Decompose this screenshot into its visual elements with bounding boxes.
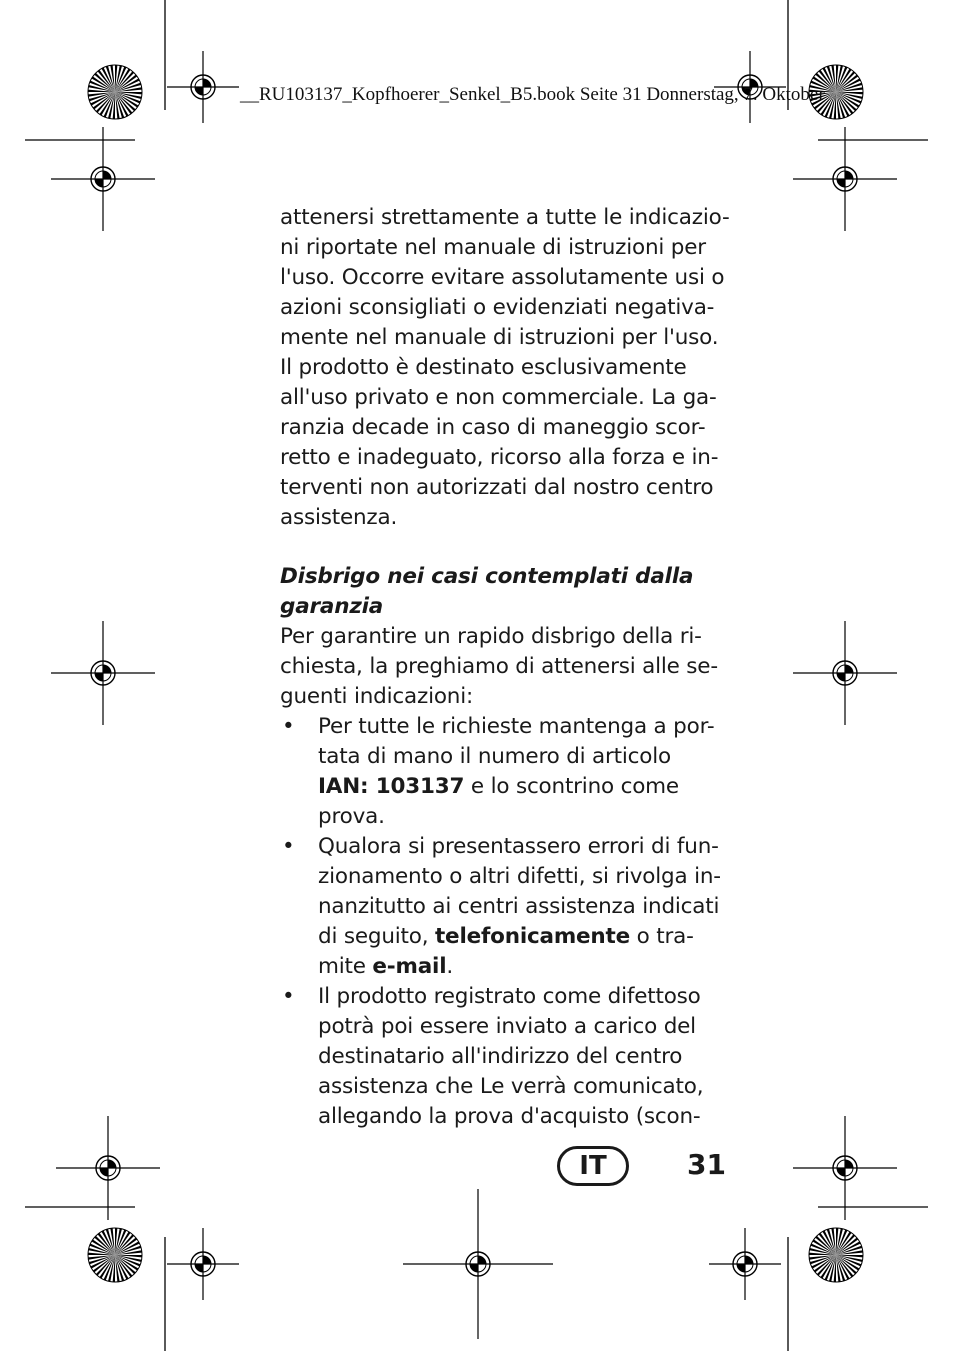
page-content bbox=[280, 203, 730, 1132]
text-line: Per tutte le richieste mantenga a por- bbox=[318, 714, 715, 739]
text-line: azioni sconsigliati o evidenziati negativa- bbox=[280, 295, 715, 320]
registration-crosshair-icon bbox=[403, 1189, 553, 1339]
text-line: Per garantire un rapido disbrigo della ri- bbox=[280, 624, 702, 649]
text-line: allegando la prova d'acquisto (scon- bbox=[318, 1104, 701, 1129]
text-line: all'uso privato e non commerciale. La ga- bbox=[280, 385, 717, 410]
text-line: Qualora si presentassero errori di fun- bbox=[318, 834, 719, 859]
text-line: tata di mano il numero di articolo bbox=[318, 744, 671, 769]
heading-line: garanzia bbox=[280, 594, 384, 619]
bullet-item-shipping bbox=[280, 982, 730, 1132]
registration-crosshair-icon bbox=[51, 127, 155, 231]
section-heading bbox=[280, 562, 730, 622]
text-line: l'uso. Occorre evitare assolutamente usi o bbox=[280, 265, 725, 290]
text-line: attenersi strettamente a tutte le indicazio- bbox=[280, 205, 730, 230]
registration-crosshair-icon bbox=[793, 621, 897, 725]
paragraph-warranty-conditions bbox=[280, 203, 730, 533]
registration-crosshair-icon bbox=[56, 1116, 160, 1220]
bullet-icon: • bbox=[282, 984, 295, 1009]
registration-starburst-icon bbox=[88, 1228, 142, 1282]
bullet-icon: • bbox=[282, 714, 295, 739]
registration-starburst-icon bbox=[809, 1228, 863, 1282]
text-line: Il prodotto è destinato esclusivamente bbox=[280, 355, 687, 380]
text-line: assistenza che Le verrà comunicato, bbox=[318, 1074, 704, 1099]
registration-crosshair-icon bbox=[51, 621, 155, 725]
emphasis-email: e-mail bbox=[372, 954, 447, 979]
registration-crosshair-icon bbox=[167, 51, 239, 123]
bullet-item-contact bbox=[280, 832, 730, 982]
emphasis-phone: telefonicamente bbox=[434, 924, 630, 949]
registration-crosshair-icon bbox=[709, 1228, 781, 1300]
text-line: assistenza. bbox=[280, 505, 398, 530]
text-line: ranzia decade in caso di maneggio scor- bbox=[280, 415, 706, 440]
registration-starburst-icon bbox=[88, 65, 142, 119]
text-line: zionamento o altri difetti, si rivolga in- bbox=[318, 864, 721, 889]
registration-crosshair-icon bbox=[167, 1228, 239, 1300]
text-line: mente nel manuale di istruzioni per l'uso. bbox=[280, 325, 719, 350]
text-line: mite e-mail. bbox=[318, 954, 454, 979]
registration-crosshair-icon bbox=[793, 127, 897, 231]
text-line: nanzitutto ai centri assistenza indicati bbox=[318, 894, 720, 919]
text-line: di seguito, telefonicamente o tra- bbox=[318, 924, 694, 949]
page-number: 31 bbox=[687, 1148, 726, 1181]
ian-number: IAN: 103137 bbox=[318, 774, 465, 799]
bullet-icon: • bbox=[282, 834, 295, 859]
text-line: IAN: 103137 e lo scontrino come bbox=[318, 774, 679, 799]
language-badge: IT bbox=[557, 1146, 629, 1186]
text-line: chiesta, la preghiamo di attenersi alle se- bbox=[280, 654, 718, 679]
text-line: ni riportate nel manuale di istruzioni per bbox=[280, 235, 706, 260]
text-line: terventi non autorizzati dal nostro centro bbox=[280, 475, 714, 500]
text-line: guenti indicazioni: bbox=[280, 684, 474, 709]
print-file-header: __RU103137_Kopfhoerer_Senkel_B5.book Seite 31 Donnerstag, 7. Oktober bbox=[240, 84, 825, 105]
registration-crosshair-icon bbox=[793, 1116, 897, 1220]
paragraph-instructions-intro bbox=[280, 622, 730, 712]
bullet-item-ian bbox=[280, 712, 730, 832]
text-line: potrà poi essere inviato a carico del bbox=[318, 1014, 696, 1039]
text-line: Il prodotto registrato come difettoso bbox=[318, 984, 701, 1009]
text-line: destinatario all'indirizzo del centro bbox=[318, 1044, 683, 1069]
text-line: retto e inadeguato, ricorso alla forza e in- bbox=[280, 445, 719, 470]
heading-line: Disbrigo nei casi contemplati dalla bbox=[280, 564, 694, 589]
text-line: prova. bbox=[318, 804, 385, 829]
